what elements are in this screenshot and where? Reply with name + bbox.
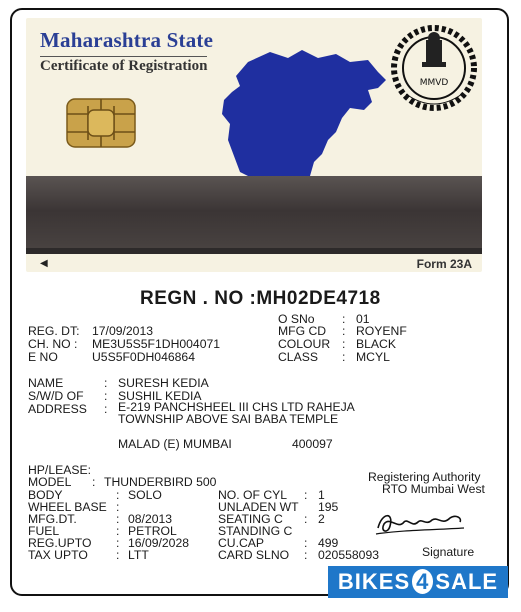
authority-line1: Registering Authority <box>368 470 481 484</box>
body-value: SOLO <box>128 488 162 502</box>
card-slno-colon: : <box>304 548 308 562</box>
name-colon: : <box>104 376 108 390</box>
reg-upto-label: REG.UPTO <box>28 536 92 550</box>
tax-upto-label: TAX UPTO <box>28 548 88 562</box>
no-cyl-label: NO. OF CYL <box>218 488 288 502</box>
smart-chip-icon <box>66 98 136 148</box>
mfg-dt-value: 08/2013 <box>128 512 173 526</box>
regn-value: MH02DE4718 <box>256 288 381 309</box>
address-label: ADDRESS <box>28 402 87 416</box>
card-front <box>26 18 482 272</box>
maharashtra-map-icon <box>218 44 390 194</box>
class-colon: : <box>342 350 346 364</box>
seating-label: SEATING C <box>218 512 283 526</box>
class-label: CLASS <box>278 350 318 364</box>
reg-upto-value: 16/09/2028 <box>128 536 189 550</box>
magnetic-stripe <box>26 176 482 254</box>
tax-upto-colon: : <box>116 548 120 562</box>
model-colon: : <box>92 475 96 489</box>
name-value: SURESH KEDIA <box>118 376 209 390</box>
address-line2: TOWNSHIP ABOVE SAI BABA TEMPLE <box>118 412 339 426</box>
no-cyl-colon: : <box>304 488 308 502</box>
emblem-label: MMVD <box>419 78 449 88</box>
watermark-part2: 4 <box>412 569 433 594</box>
cu-cap-label: CU.CAP <box>218 536 265 550</box>
hp-lease-label: HP/LEASE: <box>28 463 91 477</box>
arrow-left-icon: ◀ <box>40 258 48 269</box>
reg-dt-label: REG. DT: <box>28 324 80 338</box>
e-no-label: E NO <box>28 350 58 364</box>
fuel-label: FUEL <box>28 524 60 538</box>
address-colon: : <box>104 402 108 416</box>
unladen-label: UNLADEN WT <box>218 500 299 514</box>
colour-colon: : <box>342 337 346 351</box>
swd-colon: : <box>104 389 108 403</box>
bikes4sale-watermark <box>328 566 508 598</box>
ch-no-value: ME3U5S5F1DH004071 <box>92 337 221 351</box>
mfg-dt-colon: : <box>116 512 120 526</box>
tax-upto-value: LTT <box>128 548 149 562</box>
no-cyl-value: 1 <box>318 488 325 502</box>
cu-cap-colon: : <box>304 536 308 550</box>
name-label: NAME <box>28 376 64 390</box>
signature-label: Signature <box>422 545 475 559</box>
form-number: Form 23A <box>416 257 472 271</box>
wheel-base-colon: : <box>116 500 120 514</box>
seating-colon: : <box>304 512 308 526</box>
body-colon: : <box>116 488 120 502</box>
e-no-value: U5S5F0DH046864 <box>92 350 195 364</box>
card-slno-value: 020558093 <box>318 548 380 562</box>
wheel-base-label: WHEEL BASE <box>28 500 107 514</box>
seating-value: 2 <box>318 512 325 526</box>
ch-no-label: CH. NO : <box>28 337 78 351</box>
mfg-cd-value: ROYENF <box>356 324 407 338</box>
reg-dt-value: 17/09/2013 <box>92 324 153 338</box>
fuel-colon: : <box>116 524 120 538</box>
osno-label: O SNo <box>278 312 315 326</box>
address-line3: MALAD (E) MUMBAI <box>118 437 232 451</box>
watermark-part3: SALE <box>435 569 499 594</box>
osno-value: 01 <box>356 312 370 326</box>
cu-cap-value: 499 <box>318 536 339 550</box>
mfg-cd-colon: : <box>342 324 346 338</box>
authority-line2: RTO Mumbai West <box>382 482 485 496</box>
address-pin: 400097 <box>292 437 333 451</box>
signature-mark <box>372 508 468 538</box>
body-label: BODY <box>28 488 63 502</box>
address-line1: E-219 PANCHSHEEL III CHS LTD RAHEJA <box>118 400 355 414</box>
reg-upto-colon: : <box>116 536 120 550</box>
card-slno-label: CARD SLNO <box>218 548 290 562</box>
standing-label: STANDING C <box>218 524 293 538</box>
model-value: THUNDERBIRD 500 <box>104 475 217 489</box>
mmvd-emblem-icon <box>388 22 480 114</box>
swd-value: SUSHIL KEDIA <box>118 389 202 403</box>
fuel-value: PETROL <box>128 524 177 538</box>
mfg-cd-label: MFG CD <box>278 324 327 338</box>
colour-value: BLACK <box>356 337 396 351</box>
colour-label: COLOUR <box>278 337 331 351</box>
class-value: MCYL <box>356 350 390 364</box>
osno-colon: : <box>342 312 346 326</box>
mfg-dt-label: MFG.DT. <box>28 512 77 526</box>
regn-label: REGN . NO : <box>140 288 257 309</box>
model-label: MODEL <box>28 475 72 489</box>
swd-label: S/W/D OF <box>28 389 84 403</box>
certificate-title: Certificate of Registration <box>40 58 208 74</box>
unladen-value: 195 <box>318 500 339 514</box>
state-title: Maharashtra State <box>40 28 214 52</box>
watermark-part1: BIKES <box>337 569 411 594</box>
registration-number <box>140 288 381 310</box>
